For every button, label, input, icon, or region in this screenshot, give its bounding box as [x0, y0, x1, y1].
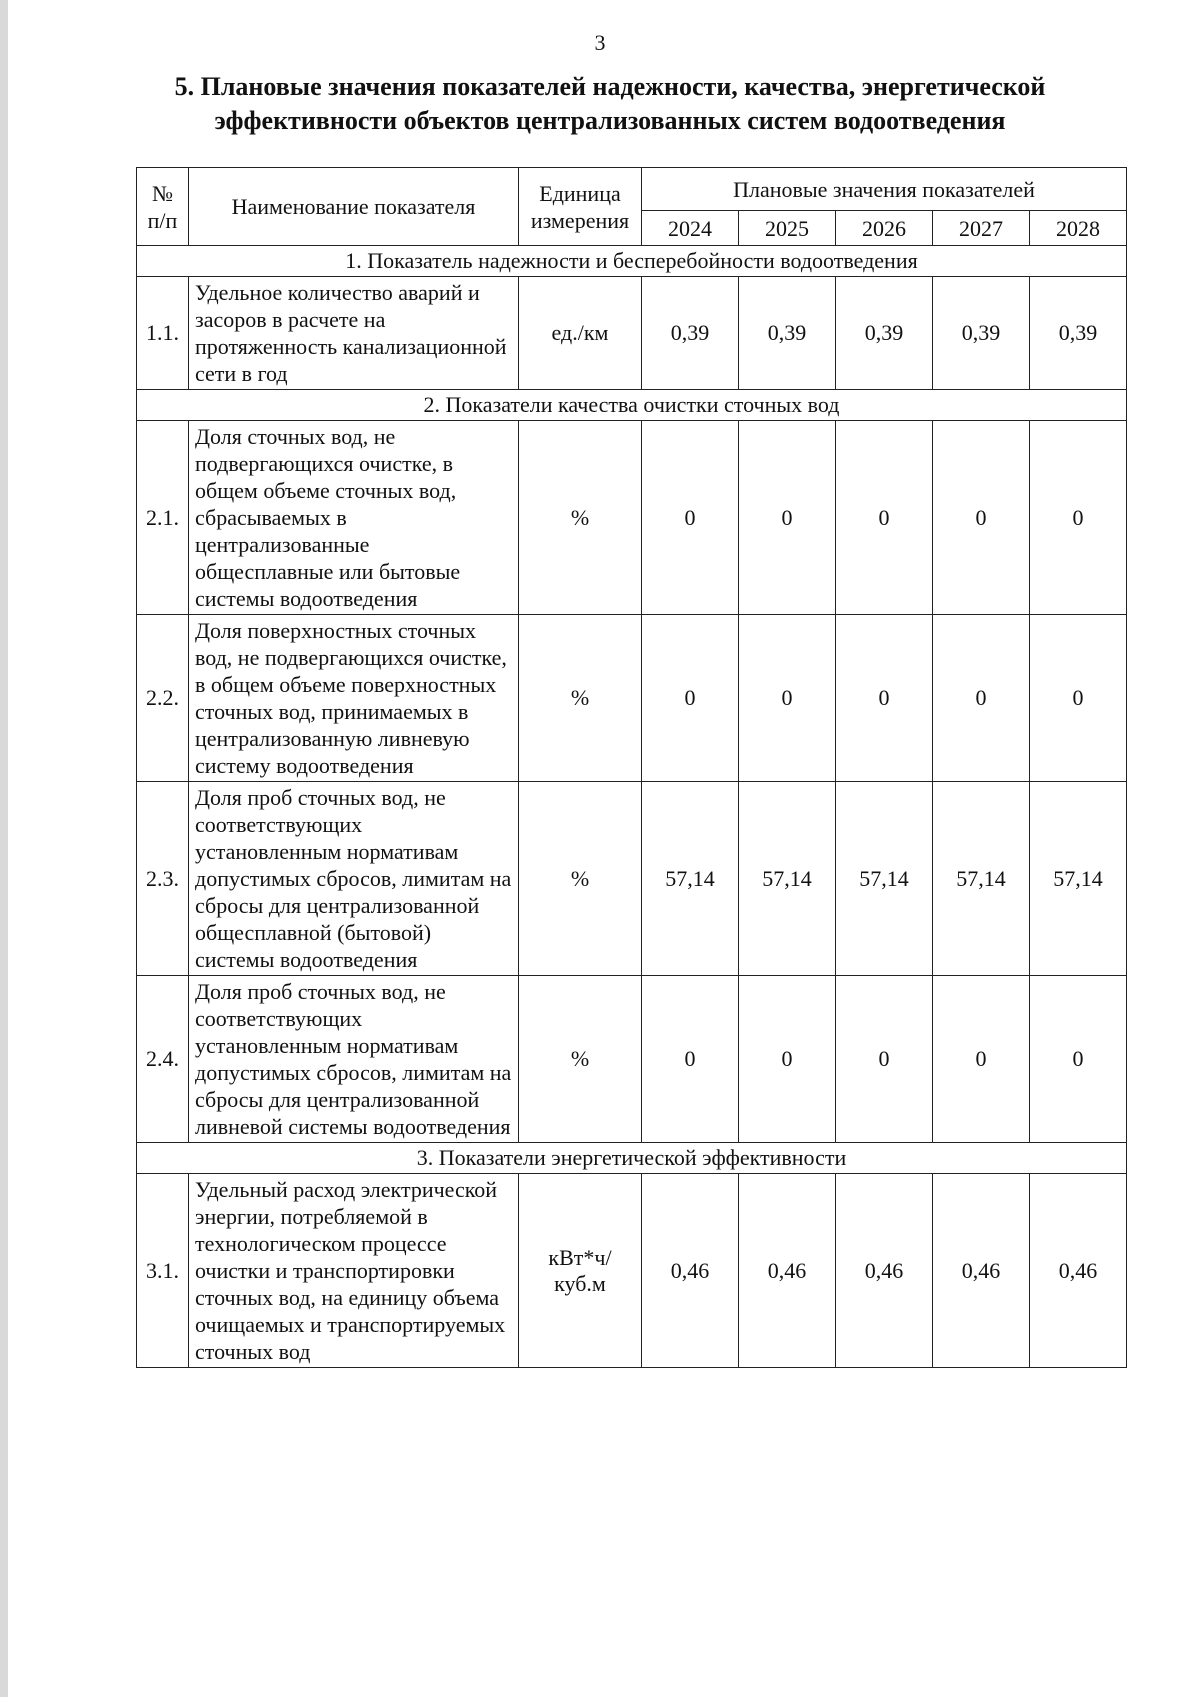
header-year: 2025 — [739, 211, 836, 246]
row-unit: ед./км — [519, 277, 642, 390]
table-row — [137, 277, 1127, 390]
header-name: Наименование показателя — [189, 168, 519, 246]
row-value: 57,14 — [642, 782, 739, 976]
row-value: 57,14 — [933, 782, 1030, 976]
row-value: 0 — [642, 976, 739, 1143]
table-row — [137, 421, 1127, 615]
row-unit: % — [519, 421, 642, 615]
section-row — [137, 1143, 1127, 1174]
row-value: 0 — [1030, 421, 1127, 615]
row-value: 0,46 — [836, 1174, 933, 1368]
table-row — [137, 1174, 1127, 1368]
header-year: 2027 — [933, 211, 1030, 246]
row-value: 0,46 — [1030, 1174, 1127, 1368]
row-num: 2.4. — [137, 976, 189, 1143]
title-line-2: эффективности объектов централизованных систем водоотведения — [214, 106, 1006, 135]
header-num: № п/п — [137, 168, 189, 246]
row-num: 2.2. — [137, 615, 189, 782]
row-name: Доля проб сточных вод, не соответствующих установленным нормативам допустимых сбросов, лимитам на сбросы для централизованной ливневой системы водоотведения — [189, 976, 519, 1143]
row-value: 0,39 — [933, 277, 1030, 390]
row-value: 0 — [739, 421, 836, 615]
row-num: 1.1. — [137, 277, 189, 390]
row-unit: кВт*ч/ куб.м — [519, 1174, 642, 1368]
row-value: 0 — [933, 615, 1030, 782]
row-value: 0 — [836, 615, 933, 782]
table-row — [137, 782, 1127, 976]
row-value: 57,14 — [836, 782, 933, 976]
section-title: 3. Показатели энергетической эффективности — [137, 1143, 1127, 1174]
row-unit: % — [519, 782, 642, 976]
row-value: 0 — [933, 976, 1030, 1143]
row-name: Доля поверхностных сточных вод, не подвергающихся очистке, в общем объеме поверхностных сточных вод, принимаемых в централизованную ливневую систему водоотведения — [189, 615, 519, 782]
row-value: 0,46 — [933, 1174, 1030, 1368]
row-value: 0,39 — [836, 277, 933, 390]
section-row — [137, 246, 1127, 277]
row-name: Доля проб сточных вод, не соответствующих установленным нормативам допустимых сбросов, лимитам на сбросы для централизованной общесплавной (бытовой) системы водоотведения — [189, 782, 519, 976]
row-value: 0,39 — [642, 277, 739, 390]
row-value: 0,46 — [739, 1174, 836, 1368]
row-value: 0 — [933, 421, 1030, 615]
row-value: 0 — [836, 421, 933, 615]
row-unit: % — [519, 615, 642, 782]
row-value: 0 — [739, 615, 836, 782]
header-year: 2028 — [1030, 211, 1127, 246]
document-title — [140, 70, 1080, 138]
row-value: 0 — [1030, 615, 1127, 782]
row-value: 57,14 — [1030, 782, 1127, 976]
row-value: 0 — [739, 976, 836, 1143]
table-row — [137, 976, 1127, 1143]
indicators-table — [136, 167, 1127, 1368]
row-num: 2.1. — [137, 421, 189, 615]
page-number: 3 — [594, 30, 606, 55]
row-num: 3.1. — [137, 1174, 189, 1368]
section-title: 1. Показатель надежности и бесперебойности водоотведения — [137, 246, 1127, 277]
row-unit: % — [519, 976, 642, 1143]
row-name: Удельный расход электрической энергии, потребляемой в технологическом процессе очистки и транспортировки сточных вод, на единицу объема очищаемых и транспортируемых сточных вод — [189, 1174, 519, 1368]
row-value: 0 — [1030, 976, 1127, 1143]
section-row — [137, 390, 1127, 421]
row-value: 0 — [836, 976, 933, 1143]
row-value: 0,39 — [739, 277, 836, 390]
header-year: 2024 — [642, 211, 739, 246]
row-num: 2.3. — [137, 782, 189, 976]
row-name: Доля сточных вод, не подвергающихся очистке, в общем объеме сточных вод, сбрасываемых в централизованные общесплавные или бытовые системы водоотведения — [189, 421, 519, 615]
section-title: 2. Показатели качества очистки сточных вод — [137, 390, 1127, 421]
row-value: 0,39 — [1030, 277, 1127, 390]
header-planned: Плановые значения показателей — [642, 168, 1127, 211]
table-row — [137, 615, 1127, 782]
row-name: Удельное количество аварий и засоров в расчете на протяженность канализационной сети в год — [189, 277, 519, 390]
scan-edge — [0, 0, 8, 1697]
header-unit: Единица измерения — [519, 168, 642, 246]
row-value: 0 — [642, 615, 739, 782]
title-line-1: 5. Плановые значения показателей надежности, качества, энергетической — [174, 72, 1046, 101]
row-value: 0 — [642, 421, 739, 615]
header-year: 2026 — [836, 211, 933, 246]
row-value: 57,14 — [739, 782, 836, 976]
row-value: 0,46 — [642, 1174, 739, 1368]
